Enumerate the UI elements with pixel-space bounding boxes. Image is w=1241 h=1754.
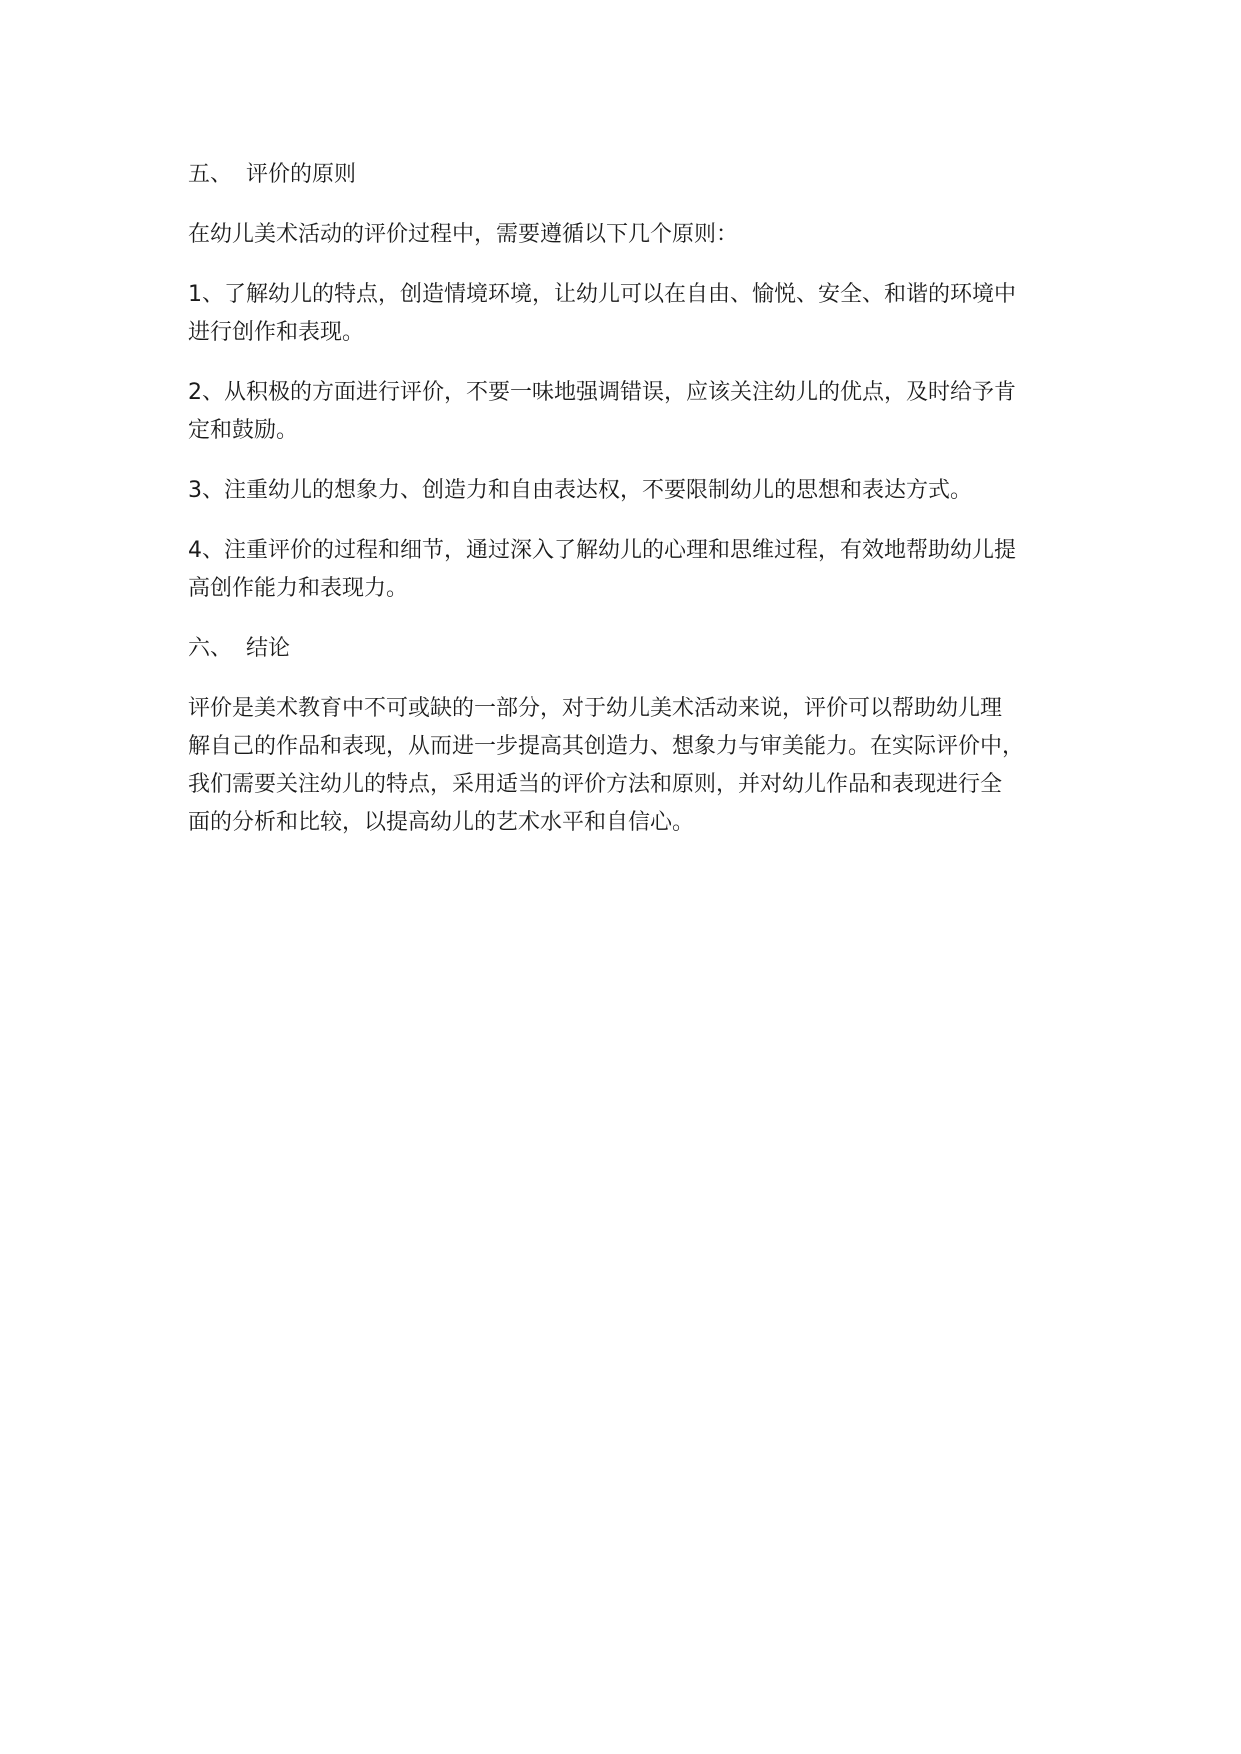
principle-item-1 <box>188 276 1088 352</box>
principle-item-4 <box>188 532 1088 608</box>
paragraph-line: 3、注重幼儿的想象力、创造力和自由表达权，不要限制幼儿的思想和表达方式。 <box>188 478 972 503</box>
section-title: 结论 <box>246 636 291 661</box>
paragraph-line: 我们需要关注幼儿的特点，采用适当的评价方法和原则，并对幼儿作品和表现进行全 <box>188 772 1003 797</box>
paragraph-line: 2、从积极的方面进行评价，不要一味地强调错误，应该关注幼儿的优点，及时给予肯 <box>188 380 1016 405</box>
paragraph-line: 定和鼓励。 <box>188 418 299 443</box>
paragraph-line: 4、注重评价的过程和细节，通过深入了解幼儿的心理和思维过程，有效地帮助幼儿提 <box>188 538 1016 563</box>
paragraph-line: 在幼儿美术活动的评价过程中，需要遵循以下几个原则： <box>188 222 739 247</box>
document-body <box>188 156 1088 842</box>
paragraph-line: 评价是美术教育中不可或缺的一部分，对于幼儿美术活动来说，评价可以帮助幼儿理 <box>188 696 1003 721</box>
conclusion-paragraph <box>188 690 1088 842</box>
principle-item-3 <box>188 472 1088 510</box>
paragraph-line: 1、了解幼儿的特点，创造情境环境，让幼儿可以在自由、愉悦、安全、和谐的环境中 <box>188 282 1016 307</box>
section-title: 评价的原则 <box>246 162 357 187</box>
paragraph-line: 进行创作和表现。 <box>188 320 365 345</box>
principle-item-2 <box>188 374 1088 450</box>
section-number: 五、 <box>188 162 233 187</box>
section-number: 六、 <box>188 636 233 661</box>
paragraph-line: 解自己的作品和表现，从而进一步提高其创造力、想象力与审美能力。在实际评价中， <box>188 734 1025 759</box>
intro-paragraph <box>188 216 1088 254</box>
paragraph-line: 高创作能力和表现力。 <box>188 576 409 601</box>
paragraph-line: 面的分析和比较，以提高幼儿的艺术水平和自信心。 <box>188 810 695 835</box>
section-heading-conclusion <box>188 630 1088 668</box>
section-heading-principles <box>188 156 1088 194</box>
